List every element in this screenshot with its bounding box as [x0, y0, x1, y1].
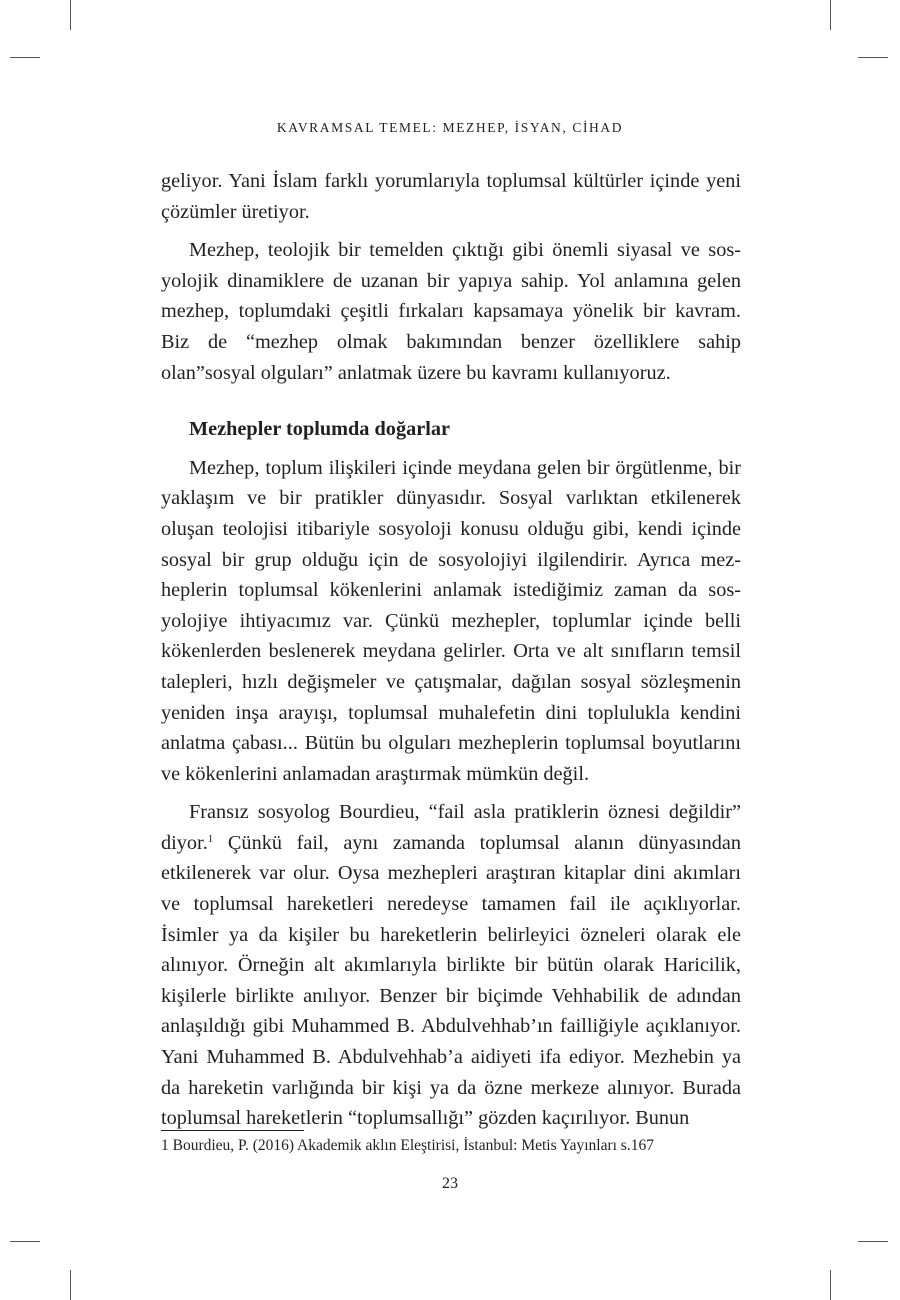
paragraph-4-start: Fransız sosyolog Bourdieu, “fail asla pratiklerin öznesi değildir” diyor. [161, 801, 741, 854]
footnote-reference[interactable]: 1 [207, 832, 214, 845]
paragraph-2: Mezhep, teolojik bir temelden çıktığı gibi önemli siyasal ve sosyolojik dinamiklere de uzanan bir yapıya sahip. Yol anlamına gelen mezhep, toplumdaki çeşitli fırkaları kapsamaya yönelik bir kavram. Biz de “mezhep olmak bakımından benzer özelliklere sahip olan”sosyal olguları” anlatmak üzere bu kavramı kullanıyoruz. [161, 239, 741, 384]
section-heading: Mezhepler toplumda doğarlar [189, 418, 451, 441]
crop-mark-left-bottom [10, 1241, 40, 1242]
paragraph-1: geliyor. Yani İslam farklı yorumlarıyla toplumsal kültürler içinde yeni çözümler üretiyor. [161, 170, 741, 223]
crop-mark-bottom-right [830, 1270, 831, 1300]
crop-mark-top-right [830, 0, 831, 30]
crop-mark-top-left [70, 0, 71, 30]
crop-mark-left-top [10, 57, 40, 58]
crop-mark-right-top [858, 57, 888, 58]
crop-mark-bottom-left [70, 1270, 71, 1300]
crop-mark-right-bottom [858, 1241, 888, 1242]
footnote: 1 Bourdieu, P. (2016) Akademik aklın Eleştirisi, İstanbul: Metis Yayınları s.167 [161, 1137, 654, 1154]
paragraph-4-rest: Çünkü fail, aynı zamanda toplumsal alanın dünyasından etkilenerek var olur. Oysa mezhepleri araştıran kitaplar dini akımları ve toplumsal hareketleri neredeyse tamamen fail ile açıklıyorlar. İsimler ya da kişiler bu hareketlerin belirleyici özneleri olarak ele alınıyor. Örneğin alt akımlarıyla birlikte bir bütün olarak Haricilik, kişilerle birlikte anılıyor. Benzer bir biçimde Vehhabilik de adından anlaşıldığı gibi Muhammed B. Abdulvehhab’ın failliğiyle açıklanıyor. Yani Muhammed B. Abdulvehhab’a aidiyeti ifa ediyor. Mezhebin ya da hareketin varlığında bir kişi ya da özne merkeze alınıyor. Burada toplumsal hareketlerin “toplumsallığı” gözden kaçırılıyor. Bunun [161, 831, 741, 1130]
footnote-divider [161, 1130, 304, 1131]
paragraph-4 [161, 797, 741, 1134]
paragraph-3: Mezhep, toplum ilişkileri içinde meydana gelen bir örgütlenme, bir yaklaşım ve bir pratikler dünyasıdır. Sosyal varlıktan etkilenerek oluşan teolojisi itibariyle sosyoloji konusu olduğu gibi, kendi içinde sosyal bir grup olduğu için de sosyolojiyi ilgilendirir. Ayrıca mezheplerin toplumsal kökenlerini anlamak istediğimiz zaman da sosyolojiye ihtiyacımız var. Çünkü mezhepler, toplumlar içinde belli kökenlerden beslenerek meydana gelirler. Orta ve alt sınıfların temsil talepleri, hızlı değişmeler ve çatışmalar, dağılan sosyal sözleşmenin yeniden inşa arayışı, toplumsal muhalefetin dini toplulukla kendini anlatma çabası... Bütün bu olguları mezheplerin toplumsal boyutlarını ve kökenlerini anlamadan araştırmak mümkün değil. [161, 456, 741, 785]
page-number: 23 [442, 1175, 458, 1192]
running-head: KAVRAMSAL TEMEL: MEZHEP, İSYAN, CİHAD [276, 120, 624, 135]
body-text [161, 166, 741, 1134]
